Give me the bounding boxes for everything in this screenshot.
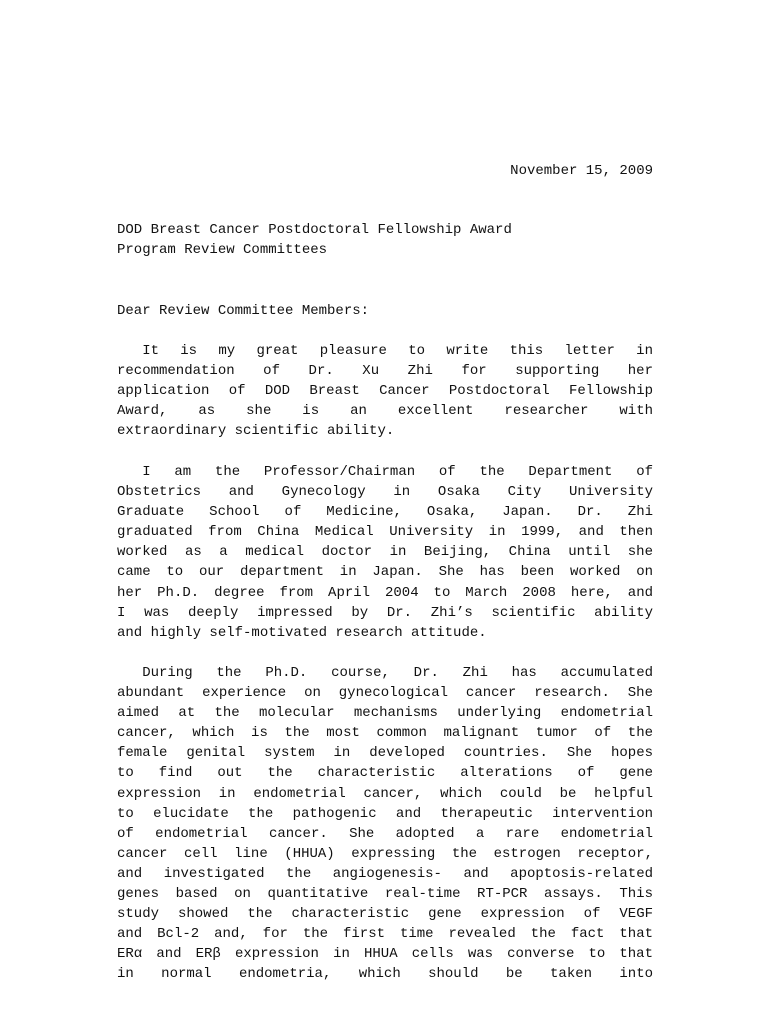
paragraph-1 <box>117 341 653 441</box>
recipient-line-2: Program Review Committees <box>117 242 328 259</box>
paragraph-line: abundant experience on gynecological cancer research. She <box>117 685 653 702</box>
paragraph-2 <box>117 462 653 643</box>
recipient-line-1: DOD Breast Cancer Postdoctoral Fellowship Award <box>117 222 512 238</box>
paragraph-line: worked as a medical doctor in Beijing, China until she <box>117 544 653 561</box>
paragraph-line: extraordinary scientific ability. <box>117 423 395 440</box>
paragraph-line: and highly self-motivated research attitude. <box>117 624 487 641</box>
paragraph-line: Award, as she is an excellent researcher with <box>117 403 653 420</box>
paragraph-line: to elucidate the pathogenic and therapeutic intervention <box>117 805 653 822</box>
paragraph-line: expression in endometrial cancer, which could be helpful <box>117 785 653 802</box>
paragraph-line: to find out the characteristic alterations of gene <box>117 765 653 782</box>
paragraph-line: came to our department in Japan. She has been worked on <box>117 564 653 581</box>
paragraph-line: cancer cell line (HHUA) expressing the estrogen receptor, <box>117 845 653 862</box>
paragraph-line: I am the Professor/Chairman of the Department of <box>142 464 653 480</box>
paragraph-line: and Bcl-2 and, for the first time revealed the fact that <box>117 926 653 943</box>
paragraph-line: aimed at the molecular mechanisms underlying endometrial <box>117 705 653 722</box>
paragraph-line: recommendation of Dr. Xu Zhi for supporting her <box>117 363 653 380</box>
paragraph-line: Obstetrics and Gynecology in Osaka City University <box>117 484 653 501</box>
letter-date: November 15, 2009 <box>510 163 653 179</box>
paragraph-line: of endometrial cancer. She adopted a rare endometrial <box>117 825 653 842</box>
paragraph-line: Graduate School of Medicine, Osaka, Japan. Dr. Zhi <box>117 504 653 521</box>
paragraph-line: study showed the characteristic gene expression of VEGF <box>117 906 653 923</box>
paragraph-line: graduated from China Medical University in 1999, and then <box>117 524 653 541</box>
paragraph-line: in normal endometria, which should be taken into <box>117 966 653 983</box>
paragraph-line: application of DOD Breast Cancer Postdoctoral Fellowship <box>117 383 653 400</box>
salutation: Dear Review Committee Members: <box>117 303 370 319</box>
paragraph-line: It is my great pleasure to write this letter in <box>142 343 653 359</box>
paragraph-line: cancer, which is the most common malignant tumor of the <box>117 725 653 742</box>
recipient-block <box>117 220 653 260</box>
paragraph-line: her Ph.D. degree from April 2004 to March 2008 here, and <box>117 584 653 601</box>
paragraph-line: genes based on quantitative real-time RT-PCR assays. This <box>117 886 653 903</box>
paragraph-line: ERα and ERβ expression in HHUA cells was converse to that <box>117 946 653 963</box>
paragraph-line: and investigated the angiogenesis- and apoptosis-related <box>117 865 653 882</box>
paragraph-line: During the Ph.D. course, Dr. Zhi has accumulated <box>142 665 653 681</box>
paragraph-line: I was deeply impressed by Dr. Zhi’s scientific ability <box>117 604 653 621</box>
paragraph-3 <box>117 663 653 985</box>
paragraph-line: female genital system in developed countries. She hopes <box>117 745 653 762</box>
